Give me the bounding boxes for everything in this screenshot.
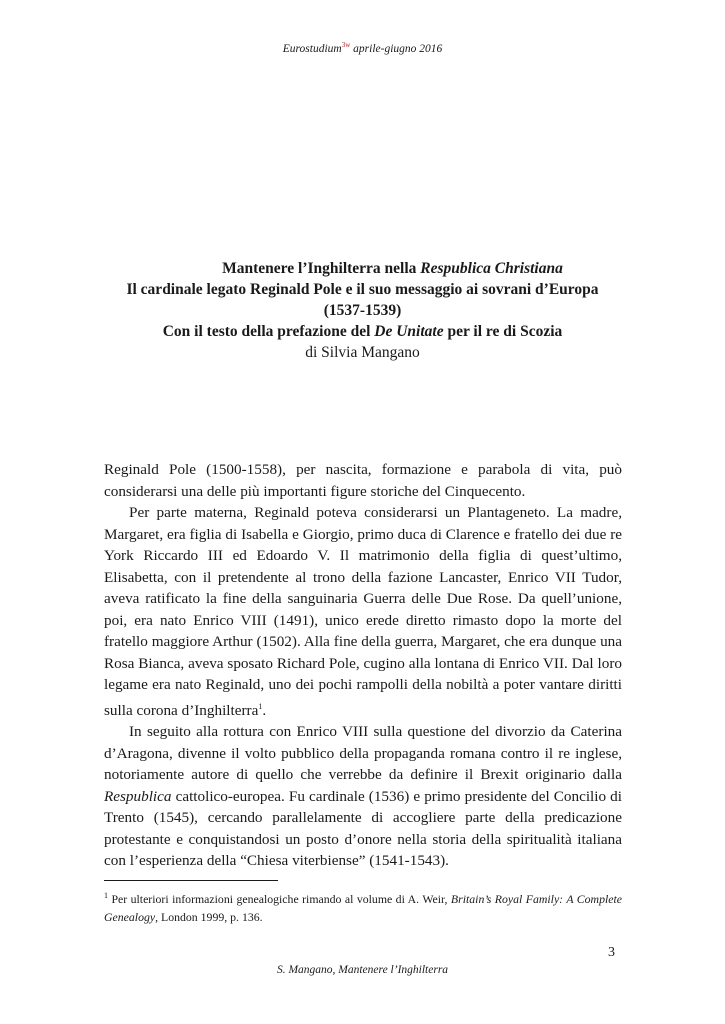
page-number: 3 — [608, 945, 615, 960]
running-header — [0, 41, 725, 55]
article-body — [104, 459, 622, 872]
journal-logo-mark: 3w — [341, 41, 351, 49]
footnote-reference[interactable]: 1 — [258, 701, 263, 711]
paragraph-2: Per parte materna, Reginald poteva considerarsi un Plantageneto. La madre, Margaret, era figlia di Isabella e Giorgio, primo duca di Clarence e fratello dei due re York Riccardo III ed Edoardo V. Il matrimonio della figlia di quest’ultimo, Elisabetta, con il pretendente al trono della fazione Lancaster, Enrico VII Tudor, aveva ratificato la fine della sanguinaria Guerra delle Due Rose. Da quell’unione, poi, era nato Enrico VIII (1491), unico erede diretto rimasto dopo la morte del fratello maggiore Arthur (1502). Alla fine della guerra, Margaret, che era dunque una Rosa Bianca, aveva sposato Richard Pole, cugino alla lontana di Enrico VII. Dal loro legame era nato Reginald, uno dei pochi rampolli della nobiltà a poter vantare diritti sulla corona d’Inghilterra$^1$. — [104, 504, 622, 719]
subtitle-line: Con il testo della prefazione del De Unitate per il re di Scozia — [162, 323, 563, 340]
journal-name: Eurostudium — [282, 42, 342, 55]
title-line-3: (1537-1539) — [323, 302, 402, 319]
running-footer: S. Mangano, Mantenere l’Inghilterra — [276, 964, 449, 976]
title-line-2: Il cardinale legato Reginald Pole e il suo messaggio ai sovrani d’Europa — [126, 281, 599, 298]
footnote-number: 1 — [104, 891, 108, 900]
footnote-book-title: Britain’s Royal Family: A Complete Genealogy — [104, 891, 622, 924]
author-byline: di Silvia Mangano — [305, 344, 420, 361]
issue-date: aprile-giugno 2016 — [350, 42, 443, 55]
footnote-1: $^1$ Per ulteriori informazioni genealogiche rimando al volume di A. Weir, Britain’s Royal Family: A Complete Genealogy, London 1999, p. 136. — [104, 891, 622, 924]
subtitle-italic-term: De Unitate — [374, 323, 444, 340]
title-line-1: Mantenere l’Inghilterra nella Respublica Christiana — [222, 260, 563, 277]
footnote-divider — [104, 880, 278, 881]
title-italic-term: Respublica Christiana — [420, 260, 563, 277]
paragraph-1: Reginald Pole (1500-1558), per nascita, formazione e parabola di vita, può considerarsi una delle più importanti figure storiche del Cinquecento. — [104, 461, 622, 500]
paragraph-3: In seguito alla rottura con Enrico VIII sulla questione del divorzio da Caterina d’Aragona, divenne il volto pubblico della propaganda romana contro il re inglese, notoriamente autore di quello che verrebbe da definire il Brexit originario dalla Respublica cattolico-europea. Fu cardinale (1536) e primo presidente del Concilio di Trento (1545), cercando parallelamente di accogliere parte della predicazione protestante e conquistandosi un posto d’onore nella storia della spiritualità italiana con l’esperienza della “Chiesa viterbiense” (1541-1543). — [104, 723, 622, 870]
article-title-block — [90, 258, 635, 363]
